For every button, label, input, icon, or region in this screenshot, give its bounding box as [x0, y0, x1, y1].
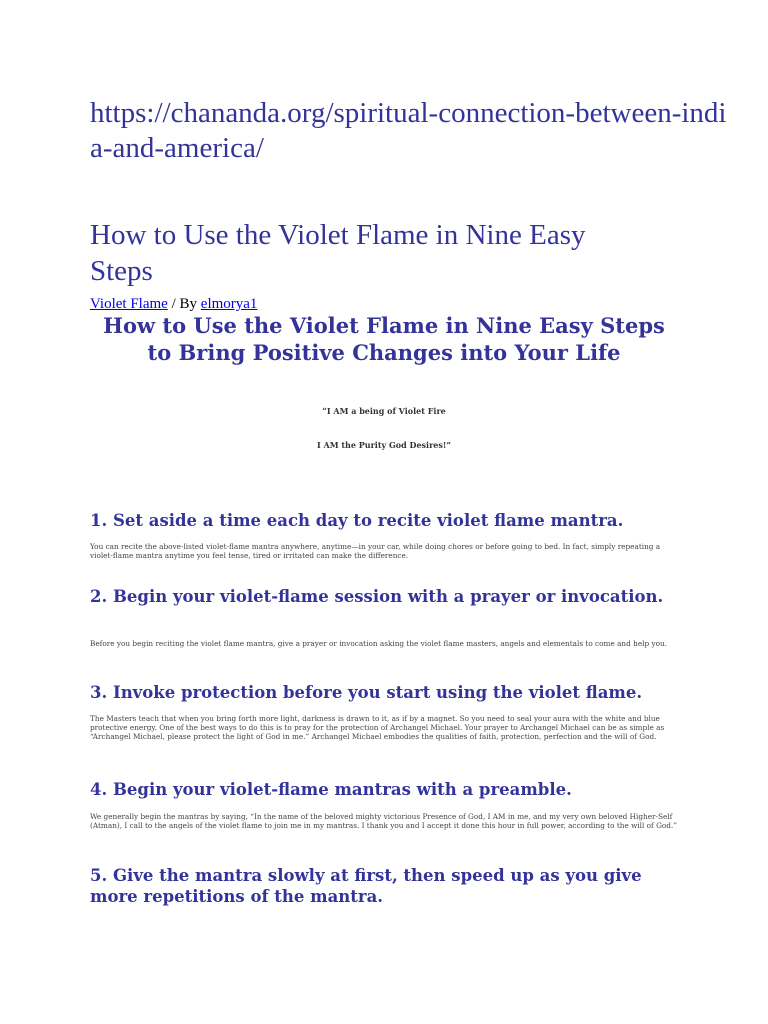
- step-3-heading: 3. Invoke protection before you start using the violet flame.: [90, 683, 643, 702]
- step-5-heading: 5. Give the mantra slowly at first, then speed up as you give more repetitions of the mantra.: [90, 866, 642, 906]
- step-3-text: The Masters teach that when you bring forth more light, darkness is drawn to it, as if by a magnet. So you need to seal your aura with the white and blue protective energy. One of the best ways to do this is to pray for the protection of Archangel Michael. Your prayer to Archangel Michael can be as simple as “Archangel Michael, please protect the light of God in me.” Archangel Michael embodies the qualities of faith, protection, perfection and the will of God.: [90, 714, 665, 741]
- step-1-heading: 1. Set aside a time each day to recite violet flame mantra.: [90, 511, 624, 530]
- quote-line-1: “I AM a being of Violet Fire: [322, 406, 446, 416]
- author-link[interactable]: elmorya1: [200, 296, 258, 312]
- step-4-text: We generally begin the mantras by saying, “In the name of the beloved mighty victorious Presence of God, I AM in me, and my very own beloved Higher-Self (Atman), I call to the angels of the violet flame to join me in my mantras. I thank you and I accept it done this hour in full power, according to the will of God.”: [90, 812, 678, 830]
- meta-separator: / By: [167, 296, 201, 312]
- post-meta: [90, 295, 257, 313]
- step-1-text: You can recite the above-listed violet-flame mantra anywhere, anytime—in your car, while doing chores or before going to bed. In fact, simply repeating a violet-flame mantra anytime you feel tense, tired or irritated can make the difference.: [90, 542, 661, 560]
- category-link[interactable]: Violet Flame: [90, 296, 168, 312]
- quote-line-2: I AM the Purity God Desires!”: [316, 440, 451, 450]
- step-2-heading: 2. Begin your violet-flame session with a prayer or invocation.: [90, 587, 664, 606]
- article-title: How to Use the Violet Flame in Nine Easy Steps to Bring Positive Changes into Your Life: [103, 313, 665, 365]
- step-4-heading: 4. Begin your violet-flame mantras with a preamble.: [90, 780, 572, 799]
- post-title: How to Use the Violet Flame in Nine Easy Steps: [90, 219, 586, 287]
- url-heading: https://chananda.org/spiritual-connection-between-india-and-america/: [90, 97, 727, 164]
- step-2-text: Before you begin reciting the violet flame mantra, give a prayer or invocation asking the violet flame masters, angels and elementals to come and help you.: [90, 639, 667, 648]
